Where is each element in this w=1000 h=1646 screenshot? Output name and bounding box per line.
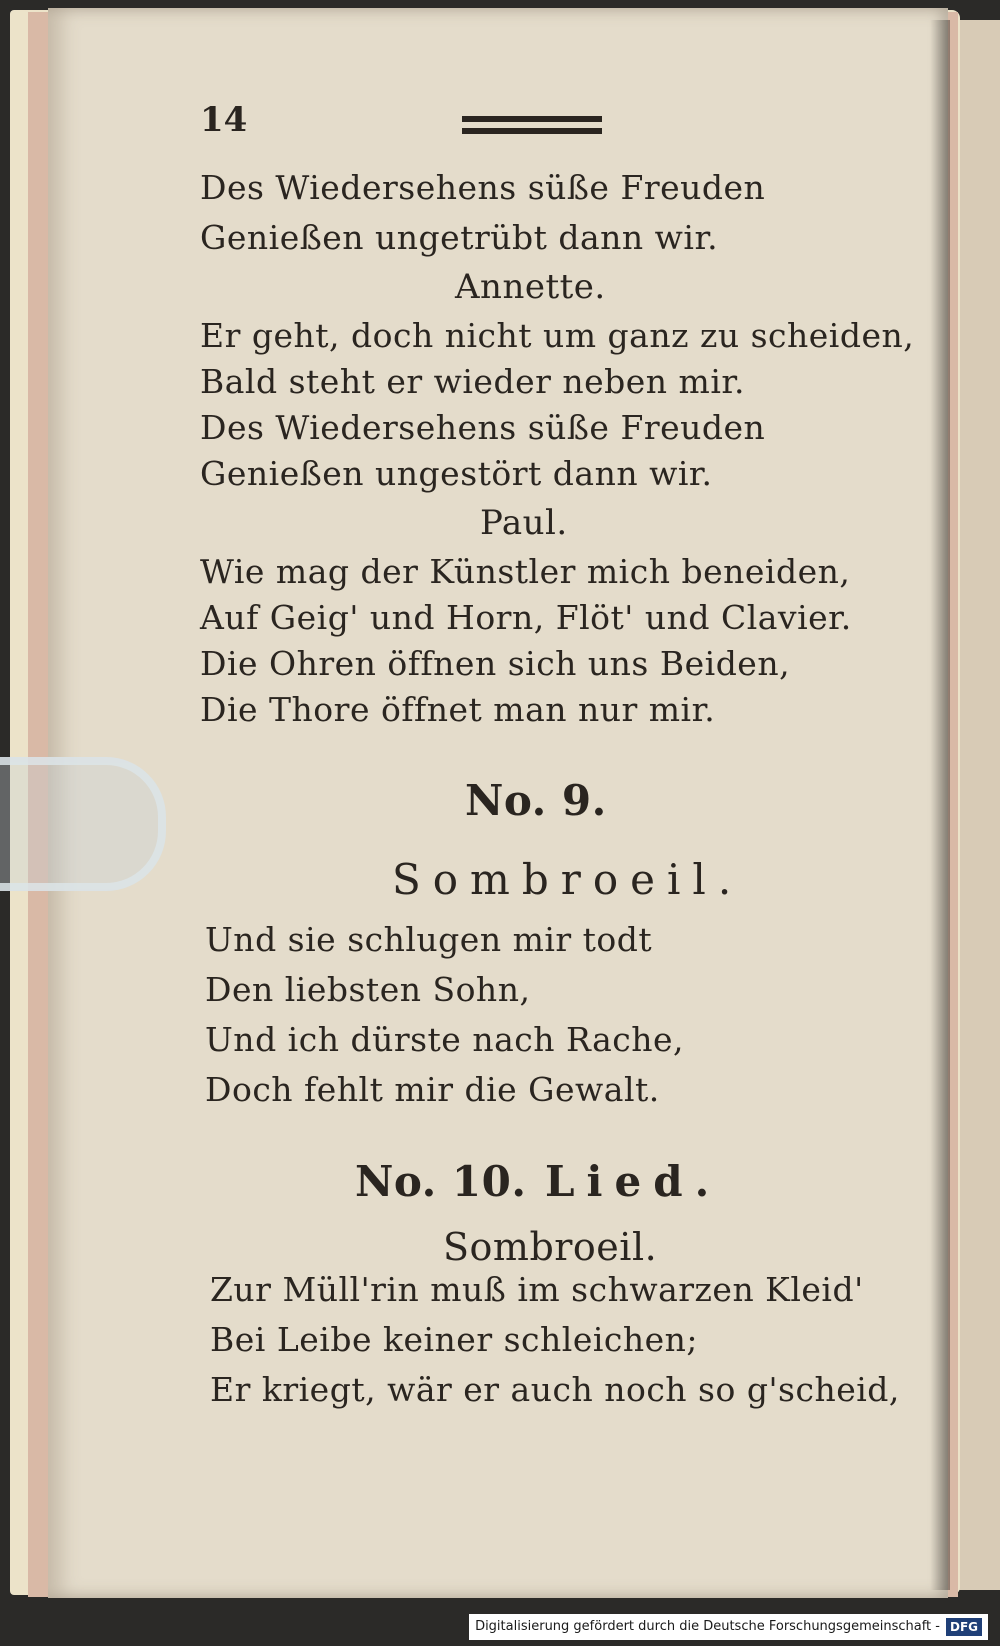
text-line: Auf Geig' und Horn, Flöt' und Clavier.	[200, 598, 852, 637]
text-line: Die Ohren öffnen sich uns Beiden,	[200, 644, 791, 683]
text-line: Des Wiedersehens süße Freuden	[200, 408, 766, 447]
section-speaker: Sombroeil.	[392, 855, 744, 904]
section-title: Lied.	[545, 1157, 722, 1206]
text-line: Genießen ungetrübt dann wir.	[200, 218, 719, 257]
speaker-name: Paul.	[480, 503, 568, 543]
section-speaker: Sombroeil.	[443, 1225, 658, 1269]
speaker-name: Annette.	[455, 267, 606, 307]
gutter-shadow	[930, 20, 950, 1590]
text-line: Die Thore öffnet man nur mir.	[200, 690, 716, 729]
page-number: 14	[200, 100, 248, 140]
dfg-logo: DFG	[946, 1618, 982, 1636]
text-line: Bei Leibe keiner schleichen;	[210, 1320, 699, 1359]
text-line: Und sie schlugen mir todt	[205, 920, 653, 959]
text-line: Genießen ungestört dann wir.	[200, 454, 713, 493]
page-clip	[0, 757, 166, 891]
text-line: Bald steht er wieder neben mir.	[200, 362, 746, 401]
digitization-credit	[469, 1614, 988, 1640]
header-ornament-rule	[462, 116, 602, 136]
credit-text: Digitalisierung gefördert durch die Deutsche Forschungsgemeinschaft -	[475, 1619, 940, 1634]
text-line: Des Wiedersehens süße Freuden	[200, 168, 766, 207]
text-line: Den liebsten Sohn,	[205, 970, 531, 1009]
section-number: No. 9.	[465, 776, 607, 825]
text-line: Doch fehlt mir die Gewalt.	[205, 1070, 660, 1109]
text-line: Er geht, doch nicht um ganz zu scheiden,	[200, 316, 915, 355]
text-line: Und ich dürste nach Rache,	[205, 1020, 685, 1059]
text-line: Wie mag der Künstler mich beneiden,	[200, 552, 851, 591]
text-line: Er kriegt, wär er auch noch so g'scheid,	[210, 1370, 900, 1409]
section-number: No. 10.	[355, 1157, 527, 1206]
text-line: Zur Müll'rin muß im schwarzen Kleid'	[210, 1270, 864, 1309]
